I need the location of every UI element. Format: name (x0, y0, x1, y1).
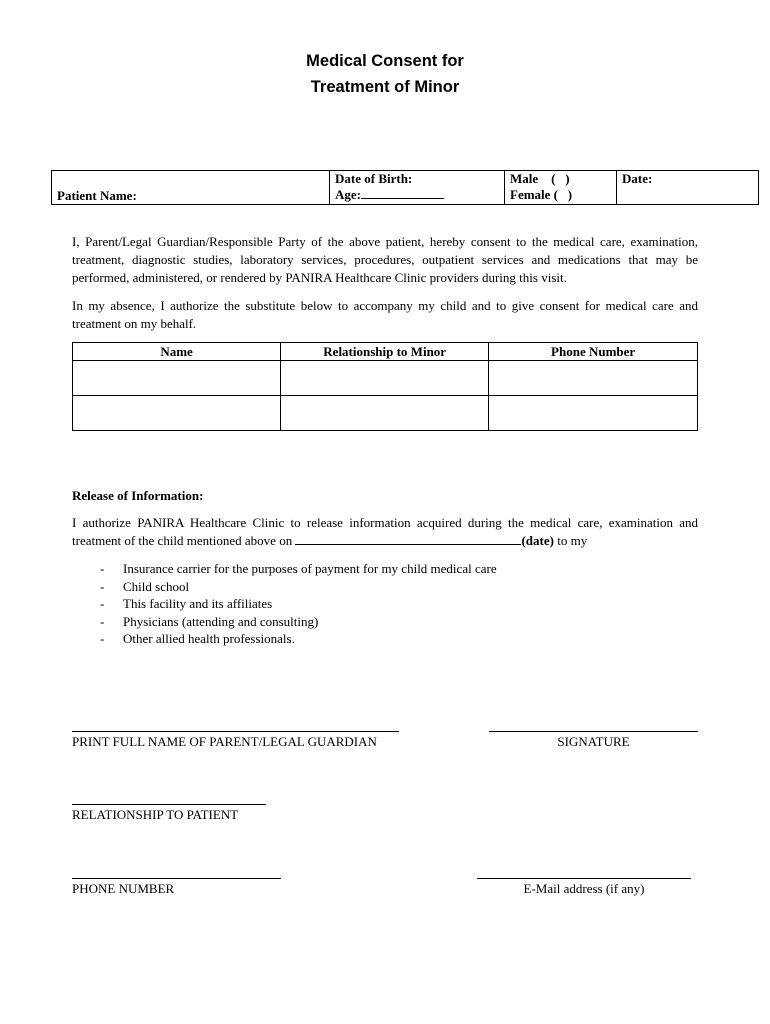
release-recipient-list (72, 560, 497, 648)
male-option[interactable]: Male ( ) (510, 171, 570, 186)
list-item-text: Other allied health professionals. (123, 631, 295, 647)
document-title-line2: Treatment of Minor (310, 78, 460, 96)
patient-name-cell[interactable] (52, 171, 330, 205)
print-name-line[interactable] (72, 731, 399, 732)
date-cell[interactable] (617, 171, 759, 205)
list-item-text: Child school (123, 578, 190, 594)
list-item: - Insurance carrier for the purposes of payment for my child medical care (100, 561, 497, 576)
list-item-text: Insurance carrier for the purposes of payment for my child medical care (123, 561, 497, 576)
table-row (73, 361, 698, 396)
phone-label: PHONE NUMBER (72, 881, 175, 896)
gender-cell[interactable] (505, 171, 617, 205)
release-heading: Release of Information: (72, 488, 204, 503)
patient-name-label: Patient Name: (57, 188, 137, 203)
release-date-label: (date) (521, 533, 554, 548)
signature-line[interactable] (489, 731, 698, 732)
column-header-name: Name (73, 343, 281, 361)
female-option[interactable]: Female ( ) (510, 187, 573, 202)
dob-age-cell[interactable] (330, 171, 505, 205)
signature-label: SIGNATURE (557, 734, 630, 749)
list-item-text: Physicians (attending and consulting) (123, 613, 319, 629)
phone-line[interactable] (72, 878, 281, 879)
list-item: - This facility and its affiliates (100, 596, 273, 612)
table-cell[interactable] (73, 396, 281, 431)
list-item: - Child school (100, 578, 190, 594)
release-text-before: I authorize PANIRA Healthcare Clinic to release information acquired during the medical care, examination and treatment of the child mentioned above on (72, 515, 698, 548)
date-label: Date: (622, 171, 653, 186)
table-cell[interactable] (281, 396, 489, 431)
patient-info-table (51, 170, 759, 205)
table-cell[interactable] (73, 361, 281, 396)
release-paragraph (72, 514, 698, 550)
dob-label: Date of Birth: (335, 171, 413, 186)
absence-paragraph: In my absence, I authorize the substitute below to accompany my child and to give consent for medical care and treatment on my behalf. (72, 298, 698, 331)
print-name-label: PRINT FULL NAME OF PARENT/LEGAL GUARDIAN (72, 734, 377, 749)
age-label: Age: (335, 187, 361, 202)
table-row (73, 396, 698, 431)
list-item: - Other allied health professionals. (100, 631, 295, 647)
document-title-line1: Medical Consent for (306, 52, 464, 70)
email-line[interactable] (477, 878, 691, 879)
email-label: E-Mail address (if any) (523, 881, 645, 896)
substitute-table (72, 342, 698, 431)
release-text-after: to my (553, 533, 588, 548)
relationship-label: RELATIONSHIP TO PATIENT (72, 807, 239, 822)
column-header-relationship: Relationship to Minor (281, 343, 489, 361)
column-header-phone: Phone Number (489, 343, 698, 361)
table-cell[interactable] (281, 361, 489, 396)
table-cell[interactable] (489, 396, 698, 431)
release-date-blank[interactable] (295, 533, 521, 545)
list-item: - Physicians (attending and consulting) (100, 613, 319, 629)
age-blank[interactable] (361, 187, 444, 199)
relationship-line[interactable] (72, 804, 266, 805)
table-cell[interactable] (489, 361, 698, 396)
consent-paragraph: I, Parent/Legal Guardian/Responsible Party of the above patient, hereby consent to the medical care, examination, treatment, diagnostic studies, laboratory services, procedures, outpatient services and medications that may be performed, administered, or rendered by PANIRA Healthcare Clinic providers during this visit. (72, 234, 698, 285)
list-item-text: This facility and its affiliates (123, 596, 273, 612)
